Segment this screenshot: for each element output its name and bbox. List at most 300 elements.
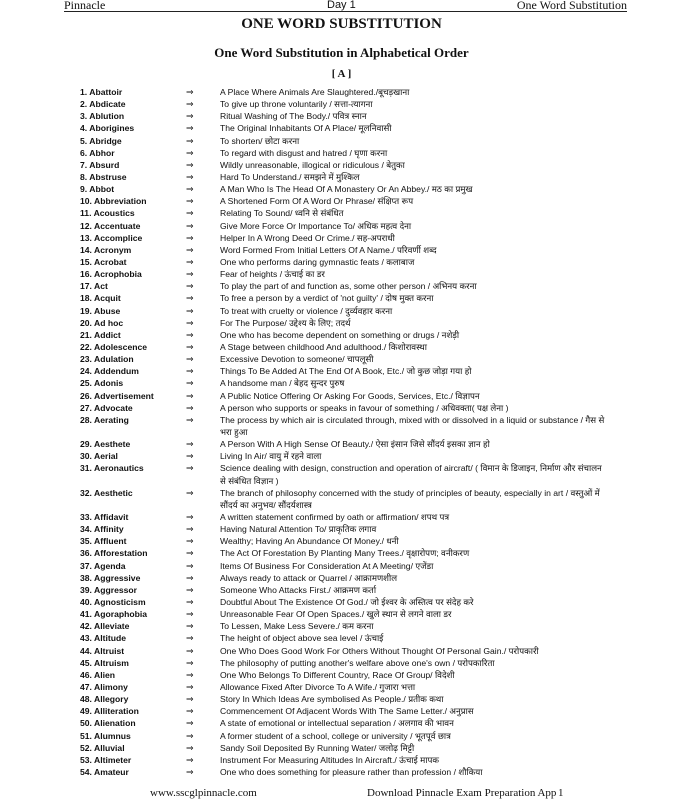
entry-term: Alluvial	[94, 742, 125, 753]
arrow-icon: ⇒	[186, 596, 194, 607]
arrow-icon: ⇒	[186, 293, 194, 304]
entry-term: Acrobat	[94, 256, 127, 267]
list-item	[80, 754, 608, 766]
arrow-icon: ⇒	[186, 366, 194, 377]
entry-meaning: The Original Inhabitants Of A Place/ मूलनिवासी	[220, 123, 392, 134]
entry-meaning: Helper In A Wrong Deed Or Crime./ सह-अपराधी	[220, 232, 395, 243]
entry-term: Abdicate	[89, 99, 126, 110]
entry-word	[80, 402, 184, 414]
arrow-icon: ⇒	[186, 524, 194, 535]
arrow-icon: ⇒	[186, 305, 194, 316]
list-item	[80, 329, 608, 341]
entry-number: 6.	[80, 147, 88, 158]
entry-word	[80, 511, 184, 523]
entry-number: 30.	[80, 451, 92, 462]
entry-word	[80, 329, 184, 341]
arrow-icon: ⇒	[186, 111, 194, 122]
entry-meaning: The philosophy of putting another's welfare above one's own / परोपकारिता	[220, 657, 495, 668]
entry-term: Altruism	[94, 657, 129, 668]
entry-word	[80, 377, 184, 389]
entry-word	[80, 693, 184, 705]
entry-term: Alumnus	[94, 730, 131, 741]
entry-term: Alliteration	[94, 706, 139, 717]
entry-term: Aerating	[94, 414, 129, 425]
arrow-icon: ⇒	[186, 572, 194, 583]
entry-word	[80, 183, 184, 195]
arrow-icon: ⇒	[186, 633, 194, 644]
arrow-icon: ⇒	[186, 536, 194, 547]
entry-meaning: To regard with disgust and hatred / घृणा करना	[220, 147, 388, 158]
entry-term: Acquit	[94, 293, 121, 304]
entry-number: 1.	[80, 87, 88, 97]
entry-number: 18.	[80, 293, 92, 304]
entry-number: 32.	[80, 487, 92, 498]
list-item	[80, 98, 608, 110]
arrow-icon: ⇒	[186, 402, 194, 413]
entry-meaning: A Man Who Is The Head Of A Monastery Or An Abbey./ मठ का प्रमुख	[220, 184, 473, 195]
entry-term: Aggressive	[94, 572, 141, 583]
entry-term: Agenda	[94, 560, 126, 571]
entry-word	[80, 487, 184, 499]
arrow-icon: ⇒	[186, 256, 194, 267]
entry-number: 20.	[80, 317, 92, 328]
list-item	[80, 171, 608, 183]
entry-meaning: Wealthy; Having An Abundance Of Money./ धनी	[220, 536, 399, 547]
list-item	[80, 657, 608, 669]
entry-number: 8.	[80, 171, 88, 182]
entry-term: Abbreviation	[94, 196, 147, 207]
footer-website: www.sscglpinnacle.com	[150, 787, 257, 799]
entry-number: 24.	[80, 366, 92, 377]
entry-word	[80, 572, 184, 584]
list-item	[80, 742, 608, 754]
entry-number: 33.	[80, 511, 92, 522]
entry-meaning: Unreasonable Fear Of Open Spaces./ खुले स्थान से लगने वाला डर	[220, 609, 452, 620]
entry-meaning: Always ready to attack or Quarrel / आक्रामणशील	[220, 572, 398, 583]
entry-term: Affinity	[94, 524, 124, 535]
entry-meaning: A state of emotional or intellectual separation / अलगाव की भावन	[220, 718, 454, 729]
arrow-icon: ⇒	[186, 487, 194, 498]
arrow-icon: ⇒	[186, 208, 194, 219]
entry-word	[80, 292, 184, 304]
entry-meaning: Story In Which Ideas Are symbolised As People./ प्रतीक कथा	[220, 694, 444, 705]
entry-word	[80, 766, 184, 778]
entry-term: Amateur	[94, 766, 129, 777]
list-item	[80, 511, 608, 523]
list-item	[80, 135, 608, 147]
entry-term: Aborigines	[89, 123, 135, 134]
entry-meaning: Allowance Fixed After Divorce To A Wife./ गुजारा भत्ता	[220, 681, 416, 692]
entry-word	[80, 317, 184, 329]
arrow-icon: ⇒	[186, 196, 194, 207]
entry-term: Addict	[94, 329, 121, 340]
entry-number: 12.	[80, 220, 92, 231]
entry-number: 25.	[80, 378, 92, 389]
list-item	[80, 195, 608, 207]
entry-term: Abridge	[89, 135, 122, 146]
entry-word	[80, 256, 184, 268]
entry-term: Adolescence	[94, 341, 148, 352]
arrow-icon: ⇒	[186, 341, 194, 352]
word-list	[80, 86, 608, 778]
entry-term: Abstruse	[89, 171, 127, 182]
section-letter: [ A ]	[331, 68, 352, 80]
entry-meaning: To shorten/ छोटा करना	[220, 135, 300, 146]
list-item	[80, 645, 608, 657]
page-subtitle: One Word Substitution in Alphabetical Order	[214, 45, 469, 60]
entry-word	[80, 657, 184, 669]
entry-word	[80, 86, 184, 98]
entry-number: 53.	[80, 754, 92, 765]
entry-meaning: To treat with cruelty or violence / दुर्व्यवहार करना	[220, 305, 393, 316]
entry-number: 26.	[80, 390, 92, 401]
entry-meaning: Hard To Understand./ समझने में मुश्किल	[220, 171, 360, 182]
list-item	[80, 414, 608, 438]
entry-meaning: A Person With A High Sense Of Beauty./ ऐसा इंसान जिसे सौंदर्य इसका ज्ञान हो	[220, 439, 490, 450]
list-item	[80, 487, 608, 511]
entry-word	[80, 535, 184, 547]
entry-meaning: A Place Where Animals Are Slaughtered./बूचड़खाना	[220, 87, 410, 97]
arrow-icon: ⇒	[186, 754, 194, 765]
entry-word	[80, 620, 184, 632]
arrow-icon: ⇒	[186, 439, 194, 450]
entry-number: 42.	[80, 621, 92, 632]
entry-word	[80, 414, 184, 426]
entry-meaning: To Lessen, Make Less Severe./ कम करना	[220, 621, 374, 632]
arrow-icon: ⇒	[186, 560, 194, 571]
entry-number: 16.	[80, 269, 92, 280]
entry-meaning: Fear of heights / ऊंचाई का डर	[220, 269, 325, 280]
list-item	[80, 693, 608, 705]
entry-number: 31.	[80, 463, 92, 474]
arrow-icon: ⇒	[186, 584, 194, 595]
entry-number: 17.	[80, 281, 92, 292]
list-item	[80, 280, 608, 292]
entry-word	[80, 462, 184, 474]
list-item	[80, 523, 608, 535]
list-item	[80, 584, 608, 596]
entry-number: 45.	[80, 657, 92, 668]
entry-term: Abattoir	[89, 87, 123, 97]
entry-number: 44.	[80, 645, 92, 656]
entry-term: Allegory	[94, 694, 129, 705]
list-item	[80, 438, 608, 450]
entry-word	[80, 390, 184, 402]
list-item	[80, 147, 608, 159]
entry-term: Aesthete	[94, 439, 131, 450]
list-item	[80, 353, 608, 365]
entry-meaning: Wildly unreasonable, illogical or ridiculous / बेतुका	[220, 159, 405, 170]
entry-word	[80, 450, 184, 462]
entry-number: 48.	[80, 694, 92, 705]
entry-term: Act	[94, 281, 108, 292]
entry-term: Abhor	[89, 147, 115, 158]
list-item	[80, 220, 608, 232]
header-publisher: Pinnacle	[64, 0, 106, 12]
entry-term: Accentuate	[94, 220, 141, 231]
entry-meaning: The height of object above sea level / ऊंचाई	[220, 633, 384, 644]
list-item	[80, 390, 608, 402]
entry-term: Affluent	[94, 536, 127, 547]
entry-term: Acronym	[94, 244, 132, 255]
entry-meaning: Someone Who Attacks First./ आक्रमण कर्ता	[220, 584, 377, 595]
arrow-icon: ⇒	[186, 706, 194, 717]
entry-term: Aerial	[94, 451, 118, 462]
arrow-icon: ⇒	[186, 694, 194, 705]
list-item	[80, 207, 608, 219]
entry-number: 40.	[80, 596, 92, 607]
arrow-icon: ⇒	[186, 657, 194, 668]
entry-term: Absurd	[89, 159, 120, 170]
entry-number: 54.	[80, 766, 92, 777]
list-item	[80, 547, 608, 559]
list-item	[80, 681, 608, 693]
entry-meaning: Excessive Devotion to someone/ चापलूसी	[220, 354, 374, 365]
entry-word	[80, 523, 184, 535]
entry-meaning: Commencement Of Adjacent Words With The Same Letter./ अनुप्रास	[220, 706, 474, 717]
arrow-icon: ⇒	[186, 87, 194, 97]
entry-number: 28.	[80, 414, 92, 425]
entry-word	[80, 232, 184, 244]
entry-term: Aesthetic	[94, 487, 133, 498]
arrow-icon: ⇒	[186, 609, 194, 620]
arrow-icon: ⇒	[186, 354, 194, 365]
entry-term: Agnosticism	[94, 596, 146, 607]
entry-word	[80, 122, 184, 134]
entry-term: Adonis	[94, 378, 124, 389]
entry-number: 36.	[80, 548, 92, 559]
entry-meaning: A former student of a school, college or university / भूतपूर्व छात्र	[220, 730, 451, 741]
arrow-icon: ⇒	[186, 123, 194, 134]
entry-word	[80, 645, 184, 657]
entry-meaning: To give up throne voluntarily / सत्ता-त्यागना	[220, 99, 373, 110]
list-item	[80, 730, 608, 742]
entry-number: 4.	[80, 123, 88, 134]
entry-number: 50.	[80, 718, 92, 729]
list-item	[80, 86, 608, 98]
entry-meaning: Items Of Business For Consideration At A Meeting/ एजेंडा	[220, 560, 434, 571]
entry-meaning: A Stage between childhood And adulthood./ किशोरावस्था	[220, 341, 427, 352]
list-item	[80, 232, 608, 244]
entry-meaning: Instrument For Measuring Altitudes In Aircraft./ ऊंचाई मापक	[220, 754, 439, 765]
entry-term: Acoustics	[93, 208, 135, 219]
entry-meaning: A Shortened Form Of A Word Or Phrase/ संक्षिप्त रूप	[220, 196, 414, 207]
entry-term: Accomplice	[94, 232, 143, 243]
entry-meaning: One who performs daring gymnastic feats / कलाबाज	[220, 256, 415, 267]
entry-meaning: Relating To Sound/ ध्वनि से संबंधित	[220, 208, 344, 219]
entry-meaning: A Public Notice Offering Or Asking For Goods, Services, Etc./ विज्ञापन	[220, 390, 480, 401]
entry-term: Alienation	[94, 718, 136, 729]
entry-word	[80, 717, 184, 729]
list-item	[80, 402, 608, 414]
arrow-icon: ⇒	[186, 463, 194, 474]
entry-number: 9.	[80, 184, 88, 195]
entry-meaning: A handsome man / बेहद सुन्दर पुरुष	[220, 378, 345, 389]
arrow-icon: ⇒	[186, 147, 194, 158]
list-item	[80, 620, 608, 632]
list-item	[80, 462, 608, 486]
arrow-icon: ⇒	[186, 681, 194, 692]
entry-term: Altitude	[94, 633, 127, 644]
entry-word	[80, 754, 184, 766]
entry-word	[80, 681, 184, 693]
entry-meaning: Science dealing with design, construction and operation of aircraft/ ( विमान के डिजाइन, निर्माण और संचालन से संबंधित विज्ञान )	[220, 463, 602, 486]
entry-number: 3.	[80, 111, 88, 122]
entry-number: 43.	[80, 633, 92, 644]
entry-word	[80, 268, 184, 280]
list-item	[80, 669, 608, 681]
arrow-icon: ⇒	[186, 220, 194, 231]
page-title: ONE WORD SUBSTITUTION	[241, 16, 442, 32]
entry-number: 23.	[80, 354, 92, 365]
entry-term: Aeronautics	[94, 463, 144, 474]
list-item	[80, 305, 608, 317]
list-item	[80, 596, 608, 608]
list-item	[80, 317, 608, 329]
list-item	[80, 159, 608, 171]
arrow-icon: ⇒	[186, 159, 194, 170]
entry-meaning: To free a person by a verdict of 'not guilty' / दोष मुक्त करना	[220, 293, 434, 304]
entry-word	[80, 147, 184, 159]
entry-meaning: Sandy Soil Deposited By Running Water/ जलोढ़ मिट्टी	[220, 742, 415, 753]
list-item	[80, 608, 608, 620]
arrow-icon: ⇒	[186, 135, 194, 146]
entry-meaning: The branch of philosophy concerned with the study of principles of beauty, especially in art / वस्तुओं में सौंदर्य का अनुभव/ सौंदर्यशास्त्र	[220, 487, 600, 510]
arrow-icon: ⇒	[186, 99, 194, 110]
entry-number: 34.	[80, 524, 92, 535]
entry-number: 41.	[80, 609, 92, 620]
entry-word	[80, 171, 184, 183]
arrow-icon: ⇒	[186, 232, 194, 243]
arrow-icon: ⇒	[186, 329, 194, 340]
entry-number: 14.	[80, 244, 92, 255]
entry-meaning: One Who Belongs To Different Country, Race Of Group/ विदेशी	[220, 669, 455, 680]
entry-number: 37.	[80, 560, 92, 571]
list-item	[80, 292, 608, 304]
entry-number: 21.	[80, 329, 92, 340]
list-item	[80, 183, 608, 195]
entry-term: Advertisement	[94, 390, 154, 401]
entry-meaning: The process by which air is circulated through, mixed with or dissolved in a liquid or substance / गैस से भरा हुआ	[220, 414, 605, 437]
entry-number: 29.	[80, 439, 92, 450]
entry-word	[80, 438, 184, 450]
entry-number: 46.	[80, 669, 92, 680]
list-item	[80, 632, 608, 644]
entry-word	[80, 608, 184, 620]
entry-word	[80, 98, 184, 110]
entry-number: 47.	[80, 681, 92, 692]
entry-number: 27.	[80, 402, 92, 413]
entry-meaning: Ritual Washing of The Body./ पवित्र स्नान	[220, 111, 367, 122]
arrow-icon: ⇒	[186, 317, 194, 328]
entry-term: Ad hoc	[94, 317, 124, 328]
entry-word	[80, 220, 184, 232]
entry-meaning: The Act Of Forestation By Planting Many Trees./ वृक्षारोपण; वनीकरण	[220, 548, 470, 559]
entry-word	[80, 110, 184, 122]
entry-number: 11.	[80, 208, 92, 219]
entry-term: Afforestation	[94, 548, 148, 559]
entry-number: 2.	[80, 99, 88, 110]
entry-term: Altruist	[94, 645, 125, 656]
entry-meaning: For The Purpose/ उद्देश्य के लिए; तदर्थ	[220, 317, 351, 328]
entry-term: Alimony	[94, 681, 128, 692]
arrow-icon: ⇒	[186, 718, 194, 729]
entry-number: 5.	[80, 135, 88, 146]
entry-number: 10.	[80, 196, 92, 207]
entry-term: Abbot	[89, 184, 115, 195]
entry-word	[80, 135, 184, 147]
footer-app-text: Download Pinnacle Exam Preparation App	[367, 787, 557, 799]
entry-term: Alleviate	[94, 621, 130, 632]
header-day: Day 1	[327, 0, 356, 11]
entry-term: Agoraphobia	[94, 609, 148, 620]
entry-word	[80, 705, 184, 717]
arrow-icon: ⇒	[186, 390, 194, 401]
running-header	[64, 0, 627, 12]
entry-word	[80, 742, 184, 754]
entry-meaning: Word Formed From Initial Letters Of A Name./ परिवर्णी शब्द	[220, 244, 437, 255]
arrow-icon: ⇒	[186, 766, 194, 777]
list-item	[80, 766, 608, 778]
entry-number: 15.	[80, 256, 92, 267]
entry-word	[80, 669, 184, 681]
arrow-icon: ⇒	[186, 645, 194, 656]
entry-word	[80, 596, 184, 608]
entry-meaning: Things To Be Added At The End Of A Book, Etc./ जो कुछ जोड़ा गया हो	[220, 366, 472, 377]
entry-word	[80, 207, 184, 219]
entry-meaning: Living In Air/ वायु में रहने वाला	[220, 451, 322, 462]
arrow-icon: ⇒	[186, 548, 194, 559]
entry-word	[80, 547, 184, 559]
entry-term: Altimeter	[94, 754, 132, 765]
arrow-icon: ⇒	[186, 184, 194, 195]
entry-term: Acrophobia	[94, 269, 142, 280]
arrow-icon: ⇒	[186, 511, 194, 522]
entry-meaning: One who does something for pleasure rather than profession / शौकिया	[220, 766, 483, 777]
arrow-icon: ⇒	[186, 730, 194, 741]
arrow-icon: ⇒	[186, 451, 194, 462]
entry-number: 22.	[80, 341, 92, 352]
arrow-icon: ⇒	[186, 742, 194, 753]
entry-number: 35.	[80, 536, 92, 547]
entry-word	[80, 560, 184, 572]
entry-term: Advocate	[94, 402, 133, 413]
list-item	[80, 705, 608, 717]
entry-term: Adulation	[94, 354, 134, 365]
list-item	[80, 341, 608, 353]
entry-meaning: Having Natural Attention To/ प्राकृतिक लगाव	[220, 524, 377, 535]
arrow-icon: ⇒	[186, 171, 194, 182]
entry-number: 51.	[80, 730, 92, 741]
list-item	[80, 110, 608, 122]
entry-number: 13.	[80, 232, 92, 243]
entry-word	[80, 195, 184, 207]
entry-word	[80, 584, 184, 596]
arrow-icon: ⇒	[186, 281, 194, 292]
arrow-icon: ⇒	[186, 378, 194, 389]
entry-meaning: One who has become dependent on something or drugs / नशेड़ी	[220, 329, 460, 340]
entry-word	[80, 341, 184, 353]
entry-meaning: A person who supports or speaks in favour of something / अधिवक्ता( पक्ष लेना )	[220, 402, 509, 413]
entry-term: Alien	[94, 669, 116, 680]
entry-number: 52.	[80, 742, 92, 753]
arrow-icon: ⇒	[186, 621, 194, 632]
page-footer	[0, 787, 683, 800]
entry-term: Ablution	[89, 111, 125, 122]
list-item	[80, 560, 608, 572]
list-item	[80, 268, 608, 280]
entry-number: 7.	[80, 159, 88, 170]
